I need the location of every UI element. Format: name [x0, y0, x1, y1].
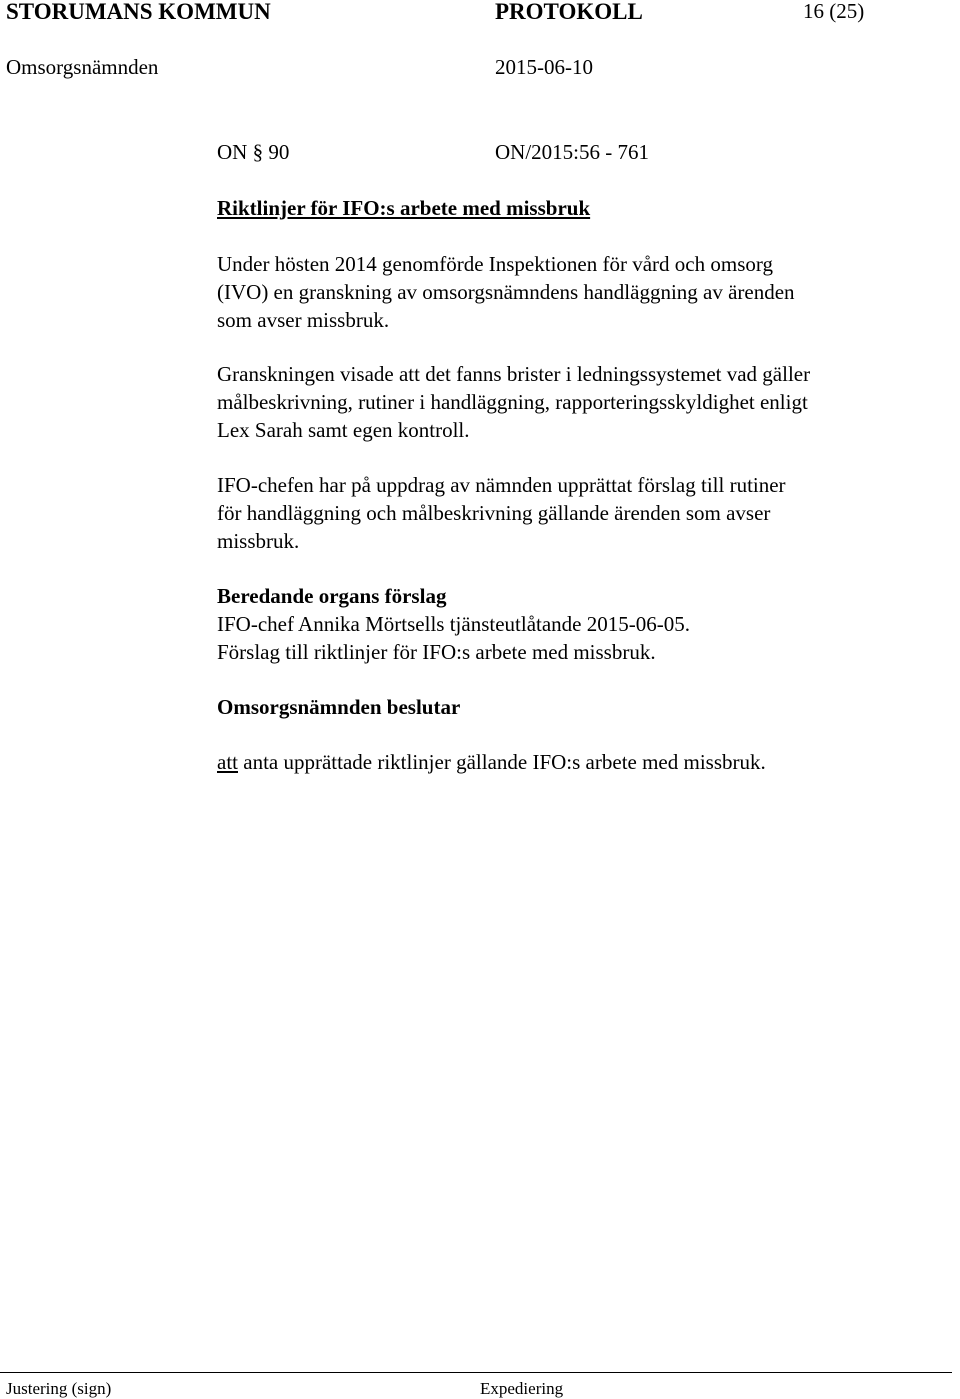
board-name: Omsorgsnämnden — [6, 55, 159, 79]
paragraph-ifo-proposal — [217, 471, 917, 555]
decision-keyword: att — [217, 750, 238, 774]
proposal-heading: Beredande organs förslag — [217, 584, 447, 608]
paragraph-line: missbruk. — [217, 529, 300, 553]
page-number: 16 (25) — [803, 0, 865, 23]
paragraph-line: Granskningen visade att det fanns brister i ledningssystemet vad gäller — [217, 362, 811, 386]
footer-divider — [0, 1372, 952, 1373]
paragraph-ivo-inspection — [217, 250, 917, 334]
decision-body: anta upprättade riktlinjer gällande IFO:s arbete med missbruk. — [238, 750, 766, 774]
paragraph-line: IFO-chefen har på uppdrag av nämnden upprättat förslag till rutiner — [217, 473, 786, 497]
case-title: Riktlinjer för IFO:s arbete med missbruk — [217, 196, 591, 220]
paragraph-inspection-findings — [217, 360, 917, 444]
decision-text — [217, 748, 766, 776]
document-type: PROTOKOLL — [495, 0, 643, 24]
footer-justering: Justering (sign) — [6, 1379, 112, 1398]
paragraph-line: Lex Sarah samt egen kontroll. — [217, 418, 470, 442]
paragraph-line: för handläggning och målbeskrivning gällande ärenden som avser — [217, 501, 771, 525]
paragraph-line: målbeskrivning, rutiner i handläggning, rapporteringsskyldighet enligt — [217, 390, 808, 414]
organization-name: STORUMANS KOMMUN — [6, 0, 271, 24]
proposal-line: Förslag till riktlinjer för IFO:s arbete med missbruk. — [217, 640, 656, 664]
meeting-date: 2015-06-10 — [495, 55, 593, 79]
case-reference: ON/2015:56 - 761 — [495, 140, 649, 164]
decision-heading: Omsorgsnämnden beslutar — [217, 695, 461, 719]
footer-expediering: Expediering — [480, 1379, 564, 1398]
paragraph-line: som avser missbruk. — [217, 308, 390, 332]
proposal-section — [217, 582, 917, 666]
paragraph-line: (IVO) en granskning av omsorgsnämndens handläggning av ärenden — [217, 280, 795, 304]
paragraph-line: Under hösten 2014 genomförde Inspektionen för vård och omsorg — [217, 252, 773, 276]
section-number: ON § 90 — [217, 140, 290, 164]
proposal-line: IFO-chef Annika Mörtsells tjänsteutlåtande 2015-06-05. — [217, 612, 690, 636]
